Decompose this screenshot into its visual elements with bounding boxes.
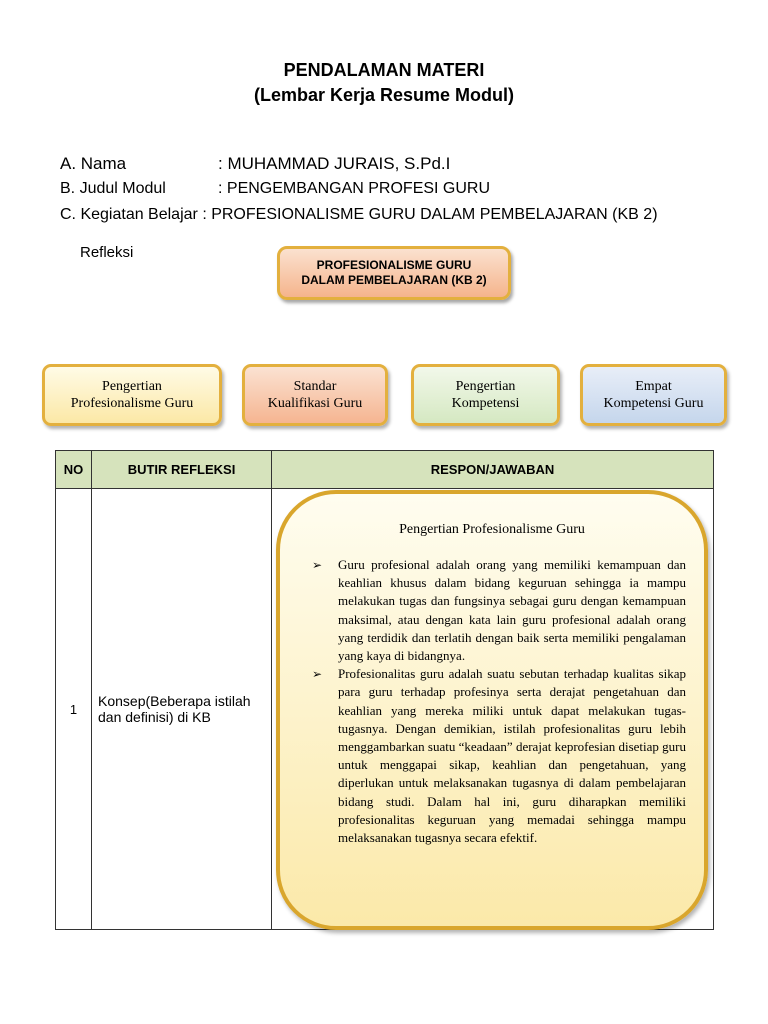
row-butir: Konsep(Beberapa istilah dan definisi) di KB (92, 489, 272, 930)
nama-label: A. Nama (60, 154, 127, 173)
main-topic-box: PROFESIONALISME GURU DALAM PEMBELAJARAN (KB 2) (277, 246, 511, 300)
response-list (312, 556, 686, 847)
list-item (312, 556, 686, 665)
table-header-row (56, 451, 714, 489)
row-number: 1 (56, 489, 92, 930)
concept-box-standar-kualifikasi: Standar Kualifikasi Guru (242, 364, 388, 426)
concept-box-pengertian-profesionalisme: Pengertian Profesionalisme Guru (42, 364, 222, 426)
page-subtitle: (Lembar Kerja Resume Modul) (253, 85, 515, 105)
kegiatan-value: : PROFESIONALISME GURU DALAM PEMBELAJARAN (KB 2) (202, 206, 658, 223)
concept-box-pengertian-kompetensi: Pengertian Kompetensi (411, 364, 560, 426)
response-title: Pengertian Profesionalisme Guru (399, 522, 585, 537)
list-item (312, 665, 686, 847)
info-judul-modul (60, 180, 490, 198)
info-nama (60, 154, 450, 174)
bullet-arrow-icon: ➢ (312, 558, 323, 572)
bullet-text: Guru profesional adalah orang yang memiliki kemampuan dan keahlian khusus dalam bidang keguruan sehingga ia mampu melakukan tugas dan fungsinya sebagai guru dengan kemampuan maksimal, atau dengan kata lain guru profesional adalah orang yang terdidik dan terlatih dengan baik serta memiliki pengalaman yang kaya di bidangnya. (338, 557, 686, 664)
judul-value: : PENGEMBANGAN PROFESI GURU (218, 180, 491, 197)
judul-label: B. Judul Modul (60, 180, 166, 197)
refleksi-label: Refleksi (80, 244, 134, 261)
info-kegiatan-belajar (60, 206, 658, 224)
nama-value: : MUHAMMAD JURAIS, S.Pd.I (218, 154, 451, 173)
kegiatan-label: C. Kegiatan Belajar (60, 206, 198, 223)
header-butir-refleksi: BUTIR REFLEKSI (92, 451, 272, 489)
header-respon-jawaban: RESPON/JAWABAN (272, 451, 714, 489)
response-bubble (276, 490, 708, 930)
bullet-text: Profesionalitas guru adalah suatu sebutan terhadap kualitas sikap para guru terhadap profesinya serta derajat pengetahuan dan keahlian yang mereka miliki untuk dapat melakukan tugas-tugasnya. Dengan demikian, istilah profesionalitas guru lebih menggambarkan suatu “keadaan” derajat keprofesian disetiap guru untuk menggapai sikap, keahlian dan pengetahuan, yang diperlukan untuk melaksanakan tugasnya di dalam pembelajaran bidang studi. Dalam hal ini, guru diharapkan memiliki profesionalitas keguruan yang memadai sehingga mampu melaksanakan tugasnya secara efektif. (338, 666, 686, 846)
header-no: NO (56, 451, 92, 489)
page-title: PENDALAMAN MATERI (283, 60, 485, 80)
bullet-arrow-icon: ➢ (312, 667, 323, 682)
concept-box-empat-kompetensi: Empat Kompetensi Guru (580, 364, 727, 426)
